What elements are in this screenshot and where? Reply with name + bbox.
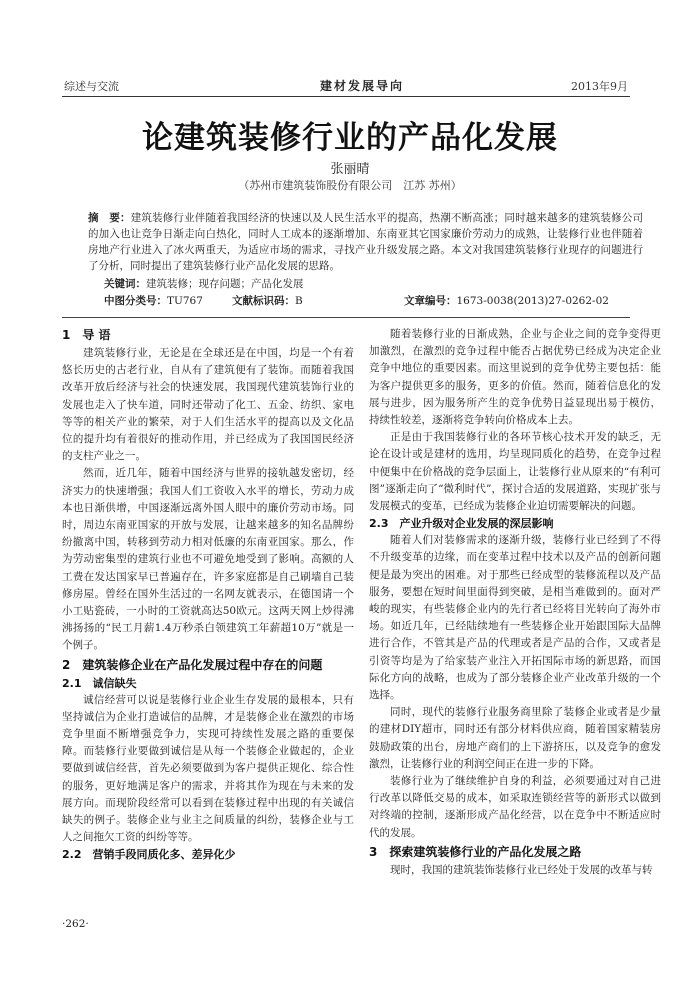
subsection-heading: 2.1 诚信缺失: [62, 676, 137, 690]
clc-value: TU767: [167, 295, 203, 307]
paragraph: 建筑装修行业，无论是在全球还是在中国，均是一个有着悠长历史的古老行业，自从有了建筑便有了装饰。而随着我国改革开放后经济与社会的快速发展，我国现代建筑装饰行业的发展也走入了快车道，同时还带动了化工、五金、纺织、家电等等的相关产业的繁荣，对于人们生活水平的提高以及文化品位的提升均有着很好的推动作用，并已经成为了我国国民经济的支柱产业之一。: [62, 347, 354, 463]
paragraph: 现时，我国的建筑装饰装修行业已经处于发展的改革与转: [390, 863, 653, 876]
paragraph: 随着人们对装修需求的逐渐升级，装修行业已经到了不得不升级变革的边缘，而在变革过程中技术以及产品的创新问题便是最为突出的困难。对于那些已经成型的装修流程以及产品服务，要想在短时间里面得到突破，是相当难做到的。面对严峻的现实，有些装修企业内的先行者已经将目光转向了海外市场。如近几年，已经陆续地有一些装修企业开始跟国际大品牌进行合作，不管其是产品的代理或者是产品的合作，又或者是引资等均是为了给家装产业注入开拓国际市场的新思路，而国际化方向的战略，也成为了部分装修企业产业改革升级的一个选择。: [369, 534, 661, 702]
document-code: [232, 293, 303, 308]
paragraph: 正是由于我国装修行业的各环节核心技术开发的缺乏，无论在设计或是建材的选用，均呈现同质化的趋势，在竞争过程中便集中在价格战的竞争层面上，让装修行业从原来的“有利可图”逐渐走向了“微利时代”，探讨合适的发展道路，实现扩张与发展模式的变革，已经成为装修企业迫切需要解决的问题。: [369, 431, 661, 513]
article-number-label: 文章编号：: [404, 295, 457, 307]
section-heading: 2 建筑装修企业在产品化发展过程中存在的问题: [62, 657, 323, 672]
author-affiliation: （苏州市建筑装饰股份有限公司 江苏 苏州）: [238, 179, 462, 192]
paragraph: 同时，现代的装修行业服务商里除了装修企业或者是少量的建材DIY超市，同时还有部分材料供应商，随着国家精装房鼓励政策的出台，房地产商们的上下游挤压，以及竞争的愈发激烈，让装修行业的利润空间正在进一步的下降。: [369, 706, 661, 770]
document-code-label: 文献标识码：: [232, 295, 295, 307]
page-number: ·262·: [62, 918, 89, 930]
clc-label: 中图分类号：: [104, 295, 167, 307]
abstract-separator: [62, 317, 630, 318]
journal-name: 建材发展导向: [320, 79, 405, 93]
paragraph: 然而，近几年，随着中国经济与世界的接轨越发密切，经济实力的快速增强；我国人们工资收入水平的增长，劳动力成本也日渐供增，中国逐渐远离外国人眼中的廉价劳动市场。同时，周边东南亚国家的开放与发展，让越来越多的知名品牌纷纷撤离中国，转移到劳动力相对低廉的东南亚国家。那么，作为劳动密集型的建筑行业也不可避免地受到了影响。高额的人工费在发达国家早已普遍存在，许多家庭都是自己刷墙自己装修房屋。曾经在国外生活过的一名网友就表示，在德国请一个小工贴瓷砖，一小时的工资就高达50欧元。这两天网上炒得沸沸扬扬的“民工月薪1.4万秒杀白领建筑工年薪超10万”就是一个例子。: [62, 467, 354, 652]
section-heading: 3 探索建筑装修行业的产品化发展之路: [369, 844, 582, 859]
running-header-section: 综述与交流: [64, 80, 119, 93]
subsection-heading: 2.3 产业升级对企业发展的深层影响: [369, 517, 554, 531]
left-column: [62, 326, 354, 863]
right-column: [369, 326, 661, 879]
keywords-text: 建筑装修；现存问题；产品化发展: [146, 278, 304, 290]
keywords: [104, 276, 304, 291]
author-name: 张丽晴: [330, 162, 370, 177]
abstract-text: 建筑装修行业伴随着我国经济的快速以及人民生活水平的提高，热潮不断高涨；同时越来越多的建筑装修公司的加入也让竞争日渐走向白热化，同时人工成本的逐渐增加、东南亚其它国家廉价劳动力的成熟，让装修行业也伴随着房地产行业进入了冰火两重天，为适应市场的需求，寻找产业升级发展之路。本文对我国建筑装修行业现存的问题进行了分析，同时提出了建筑装修行业产品化发展的思路。: [88, 212, 644, 272]
paragraph: 诚信经营可以说是装修行业企业生存发展的最根本，只有坚持诚信为企业打造诚信的品牌，才是装修企业在激烈的市场竞争里面不断增强竞争力，实现可持续性发展之路的重要保障。而装修行业要做到诚信是从每一个装修企业做起的，企业要做到诚信经营，首先必须要做到为客户提供正规化、综合性的服务，更好地满足客户的需求，并将其作为现在与未来的发展方向。而现阶段经常可以看到在装修过程中出现的有关诚信缺失的例子。装修企业与业主之间质量的纠纷，装修企业与工人之间拖欠工资的纠纷等等。: [62, 693, 354, 844]
abstract: [88, 210, 643, 274]
clc-number: [104, 293, 203, 308]
article-number: [404, 293, 609, 308]
paragraph: 随着装修行业的日渐成熟，企业与企业之间的竞争变得更加激烈，在激烈的竞争过程中能否占据优势已经成为决定企业竞争中地位的重要因素。而这里说到的竞争优势主要包括：能为客户提供更多的服务，更多的价值。然而，随着信息化的发展与进步，因为服务所产生的竞争优势日益显现出易于模仿，持续性较差，逐渐将竞争转向价格成本上去。: [369, 328, 661, 427]
issue-date: 2013年9月: [571, 80, 628, 93]
document-code-value: B: [295, 295, 303, 307]
article-number-value: 1673-0038(2013)27-0262-02: [456, 295, 609, 307]
subsection-heading: 2.2 营销手段同质化多、差异化少: [62, 848, 236, 862]
paper-title: 论建筑装修行业的产品化发展: [142, 120, 558, 156]
keywords-label: 关键词：: [104, 278, 146, 290]
section-heading: 1 导 语: [62, 328, 111, 342]
paragraph: 装修行业为了继续维护自身的利益，必须要通过对自己进行改革以降低交易的成本，如采取连锁经营等的新形式以做到对终端的控制，逐渐形成产品化经营，以在竞争中不断适应时代的发展。: [369, 775, 661, 839]
header-rule: [62, 96, 630, 97]
abstract-label: 摘 要：: [88, 212, 131, 224]
